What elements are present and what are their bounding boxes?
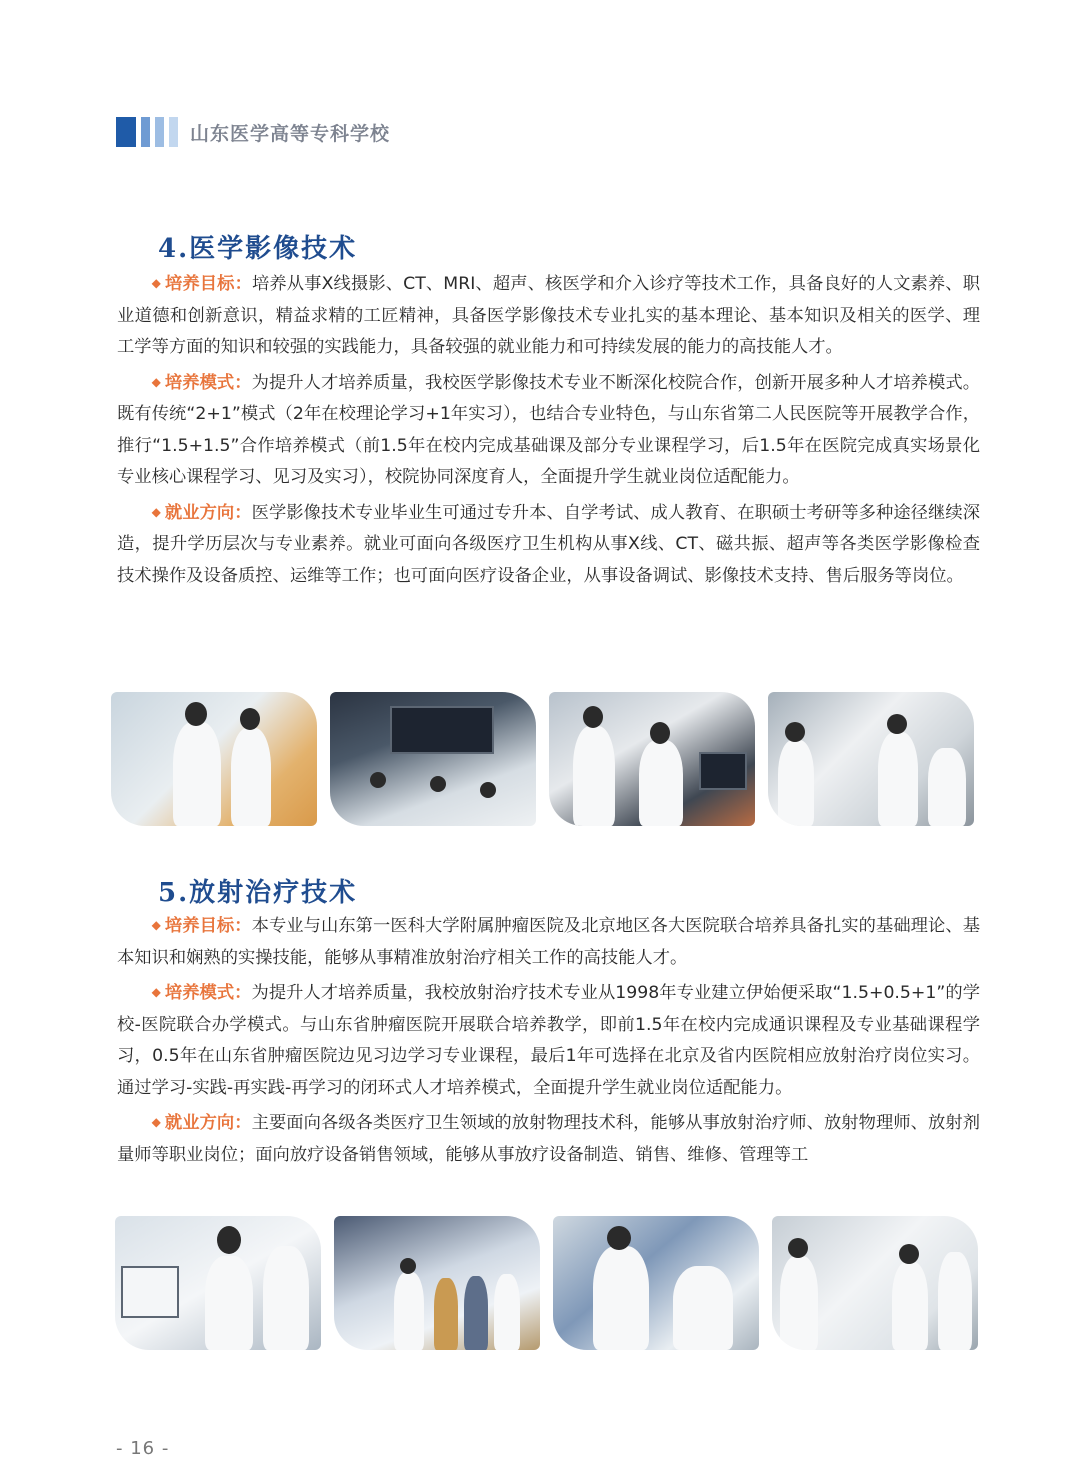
paragraph-career — [117, 497, 980, 593]
paragraph-label: 培养模式： — [164, 983, 252, 1003]
paragraph-label: 培养目标： — [164, 916, 252, 936]
diamond-bullet-icon: ◆ — [151, 1115, 161, 1129]
paragraph-label: 培养模式： — [164, 372, 252, 393]
section-title-imaging: 4.医学影像技术 — [158, 234, 358, 264]
section-body-radiotherapy — [117, 910, 980, 1174]
header-bar-decoration — [141, 117, 150, 147]
photo-row-radiotherapy — [115, 1216, 991, 1350]
paragraph-mode — [117, 367, 980, 494]
photo-ultrasound-practice — [549, 692, 755, 826]
photo-simulation-practice — [772, 1216, 978, 1350]
photo-patient-positioning — [553, 1216, 759, 1350]
diamond-bullet-icon: ◆ — [151, 276, 161, 290]
page-number: - 16 - — [116, 1438, 170, 1459]
paragraph-goal — [117, 268, 980, 364]
section-body-imaging — [117, 268, 980, 595]
photo-linac-room-visit — [334, 1216, 540, 1350]
photo-treatment-planning — [115, 1216, 321, 1350]
paragraph-text: 本专业与山东第一医科大学附属肿瘤医院及北京地区各大医院联合培养具备扎实的基础理论、基本知识和娴熟的实操技能，能够从事精准放射治疗相关工作的高技能人才。 — [117, 916, 980, 968]
header-bar-decoration — [155, 117, 164, 147]
page-header — [116, 116, 390, 148]
paragraph-mode — [117, 977, 980, 1104]
header-bar-decoration — [169, 117, 178, 147]
header-bar-decoration — [116, 117, 136, 147]
photo-equipment-training — [768, 692, 974, 826]
paragraph-text: 主要面向各级各类医疗卫生领域的放射物理技术科，能够从事放射治疗师、放射物理师、放射剂量师等职业岗位；面向放疗设备销售领域，能够从事放疗设备制造、销售、维修、管理等工 — [117, 1113, 980, 1165]
diamond-bullet-icon: ◆ — [151, 504, 161, 519]
paragraph-label: 就业方向： — [164, 1113, 252, 1133]
school-name: 山东医学高等专科学校 — [190, 122, 391, 145]
paragraph-text: 为提升人才培养质量，我校放射治疗技术专业从1998年专业建立伊始便采取“1.5+0.5+1”的学校-医院联合办学模式。与山东省肿瘤医院开展联合培养教学，即前1.5年在校内完成通识课程及专业基础课程学习，0.5年在山东省肿瘤医院边见习边学习专业课程，最后1年可选择在北京及省内医院相应放射治疗岗位实习。通过学习-实践-再实践-再学习的闭环式人才培养模式，全面提升学生就业岗位适配能力。 — [117, 983, 980, 1098]
paragraph-text: 为提升人才培养质量，我校医学影像技术专业不断深化校院合作，创新开展多种人才培养模式。既有传统“2+1”模式（2年在校理论学习+1年实习），也结合专业特色，与山东省第二人民医院等开展教学合作，推行“1.5+1.5”合作培养模式（前1.5年在校内完成基础课及部分专业课程学习，后1.5年在医院完成真实场景化专业核心课程学习、见习及实习），校院协同深度育人，全面提升学生就业岗位适配能力。 — [117, 372, 980, 487]
diamond-bullet-icon: ◆ — [151, 374, 161, 389]
photo-teaching-anatomy — [111, 692, 317, 826]
paragraph-career — [117, 1107, 980, 1171]
paragraph-label: 培养目标： — [164, 274, 252, 294]
section-title-radiotherapy: 5.放射治疗技术 — [158, 878, 358, 908]
photo-row-imaging — [111, 692, 987, 826]
diamond-bullet-icon: ◆ — [151, 985, 161, 999]
paragraph-goal — [117, 910, 980, 974]
paragraph-text: 培养从事X线摄影、CT、MRI、超声、核医学和介入诊疗等技术工作，具备良好的人文素养、职业道德和创新意识，精益求精的工匠精神，具备医学影像技术专业扎实的基本理论、基本知识及相关的医学、理工学等方面的知识和较强的实践能力，具备较强的就业能力和可持续发展的能力的高技能人才。 — [117, 274, 980, 357]
paragraph-label: 就业方向： — [164, 502, 252, 523]
diamond-bullet-icon: ◆ — [151, 918, 161, 932]
photo-imaging-classroom — [330, 692, 536, 826]
paragraph-text: 医学影像技术专业毕业生可通过专升本、自学考试、成人教育、在职硕士考研等多种途径继续深造，提升学历层次与专业素养。就业可面向各级医疗卫生机构从事X线、CT、磁共振、超声等各类医学影像检查技术操作及设备质控、运维等工作；也可面向医疗设备企业，从事设备调试、影像技术支持、售后服务等岗位。 — [117, 502, 980, 586]
